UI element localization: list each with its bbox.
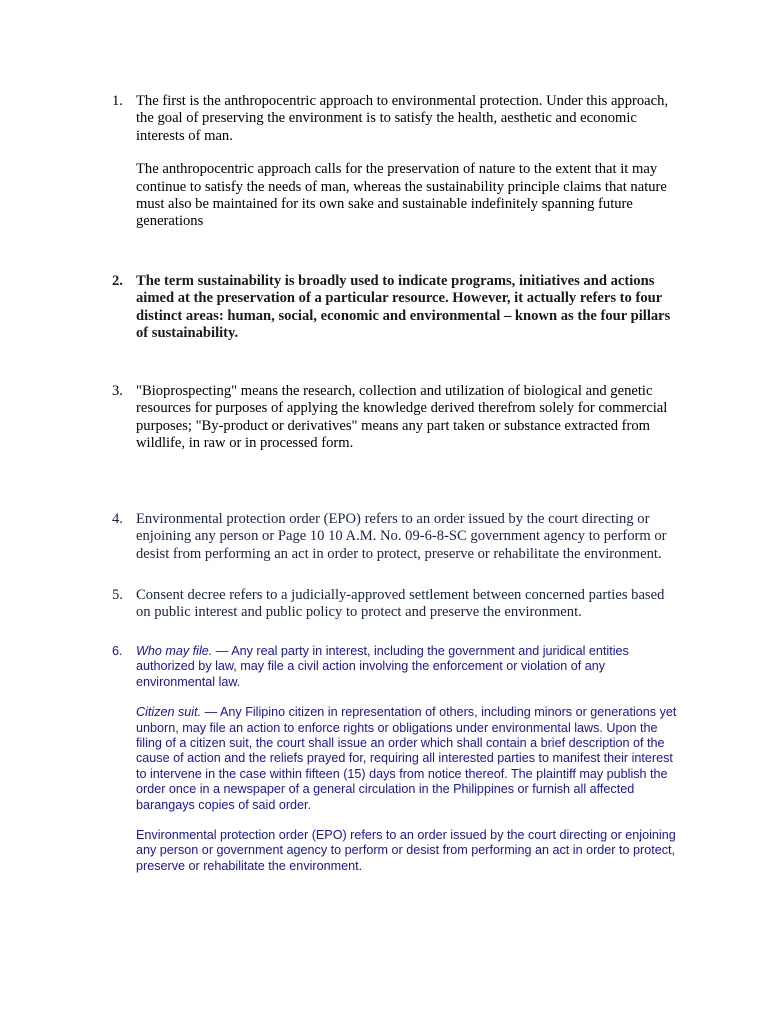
paragraph: Environmental protection order (EPO) refers to an order issued by the court directing or enjoining any person or government agency to perform or desist from performing an act in order to protect, preserve or rehabilitate the environment. — [136, 828, 676, 873]
list-number: 1. — [112, 93, 123, 109]
paragraph: Who may file. — Any real party in interest, including the government and juridical entities authorized by law, may file a civil action involving the enforcement or violation of any environmental law. — [136, 644, 629, 689]
paragraph: The anthropocentric approach calls for the preservation of nature to the extent that it may continue to satisfy the needs of man, whereas the sustainability principle claims that nature must also be maintained for its own sake and sustainable indefinitely spanning future generations — [136, 161, 667, 230]
citizen-suit-heading: Citizen suit. — [136, 705, 202, 720]
paragraph: The first is the anthropocentric approach to environmental protection. Under this approach, the goal of preserving the environment is to satisfy the health, aesthetic and economic interests of man. — [136, 93, 669, 144]
list-item-3 — [112, 383, 682, 453]
list-number: 5. — [112, 587, 123, 603]
list-item-1 — [112, 93, 682, 231]
list-item-6 — [112, 644, 682, 874]
paragraph: Citizen suit. — Any Filipino citizen in representation of others, including minors or generations yet unborn, may file an action to enforce rights or obligations under environmental laws. Upon the filing of a citizen suit, the court shall issue an order which shall contain a brief description of the cause of action and the reliefs prayed for, requiring all interested parties to manifest their interest to intervene in the case within fifteen (15) days from notice thereof. The plaintiff may publish the order once in a newspaper of a general circulation in the Philippines or furnish all affected barangays copies of said order. — [136, 705, 677, 812]
paragraph: The term sustainability is broadly used to indicate programs, initiatives and actions aimed at the preservation of a particular resource. However, it actually refers to four distinct areas: human, social, economic and environmental – known as the four pillars of sustainability. — [136, 273, 671, 342]
paragraph: Environmental protection order (EPO) refers to an order issued by the court directing or enjoining any person or Page 10 10 A.M. No. 09-6-8-SC government agency to perform or desist from performing an act in order to protect, preserve or rehabilitate the environment. — [136, 511, 667, 562]
list-item-2 — [112, 273, 682, 343]
list-item-4 — [112, 511, 682, 563]
list-number: 3. — [112, 383, 123, 399]
list-item-5 — [112, 587, 682, 622]
paragraph: Consent decree refers to a judicially-approved settlement between concerned parties based on public interest and public policy to protect and preserve the environment. — [136, 587, 665, 621]
list-number: 2. — [112, 273, 123, 289]
list-number: 4. — [112, 511, 123, 527]
paragraph: "Bioprospecting" means the research, collection and utilization of biological and genetic resources for purposes of applying the knowledge derived therefrom solely for commercial purposes; "By-product or derivatives" means any part taken or substance extracted from wildlife, in raw or in processed form. — [136, 383, 668, 452]
list-number: 6. — [112, 644, 123, 658]
who-may-file-heading: Who may file. — [136, 644, 213, 658]
